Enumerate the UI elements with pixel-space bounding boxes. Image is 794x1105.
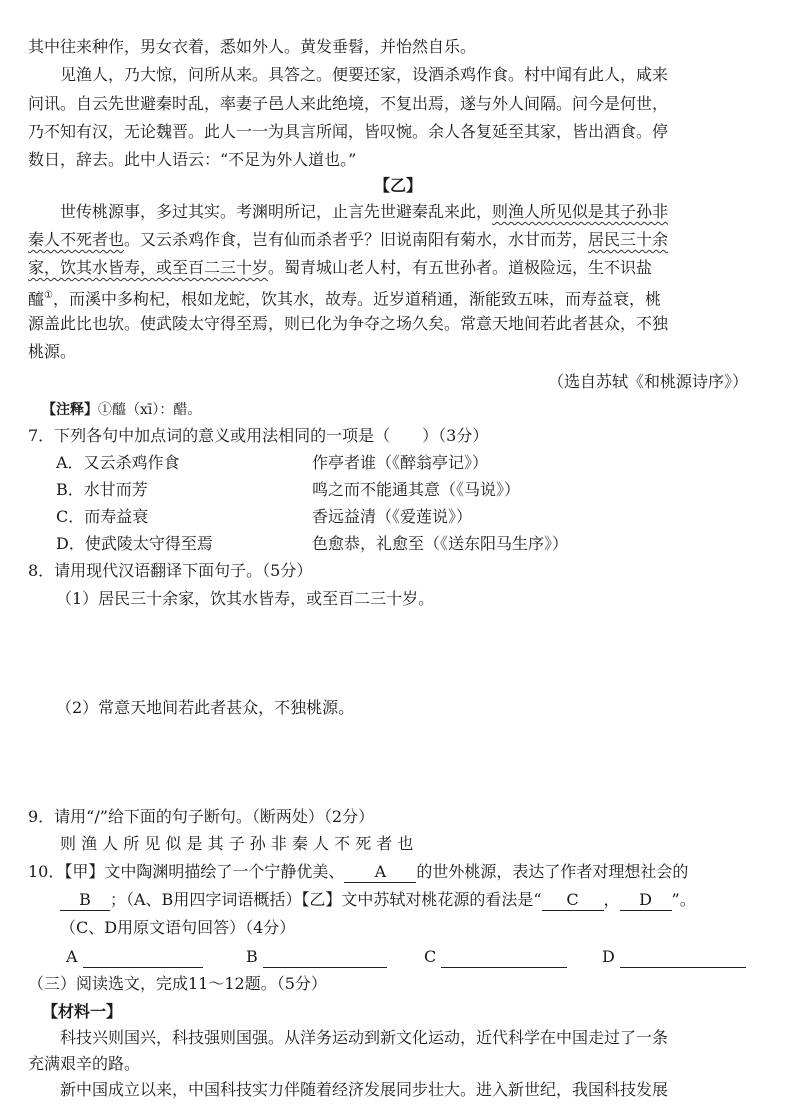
q10-comma: ，	[603, 890, 620, 909]
blank-d[interactable]: D	[620, 890, 672, 911]
yi-line-6: 桃源。	[28, 342, 77, 361]
q10-text: 的世外桃源，表达了作者对理想社会的	[416, 862, 689, 881]
yi-text: 。又云杀鸡作食，岂有仙而杀者乎？旧说南阳有菊水，水甘而芳，	[124, 230, 589, 249]
q7-stem: 7．下列各句中加点词的意义或用法相同的一项是（ ）（3分）	[28, 426, 489, 445]
q10-line-3: （C、D用原文语句回答）（4分）	[60, 918, 296, 937]
q10-text: ；（A、B用四字词语概括）【乙】文中苏轼对桃花源的看法是“	[110, 890, 542, 909]
blank-c[interactable]: C	[542, 890, 604, 911]
answer-line-a[interactable]	[83, 949, 203, 968]
wavy-sentence: 秦人不死者也	[28, 230, 125, 249]
q10-answer-a	[66, 946, 203, 968]
jia-line-5: 数日，辞去。此中人语云：“不足为外人道也。”	[28, 150, 357, 169]
q10-text: 10．【甲】文中陶渊明描绘了一个宁静优美、	[28, 862, 345, 881]
note-label: 【注释】	[42, 402, 98, 418]
q7-option-c-right: 香远益清（《爱莲说》）	[312, 507, 473, 526]
material-line-1: 科技兴则国兴，科技强则国强。从洋务运动到新文化运动，近代科学在中国走过了一条	[60, 1028, 669, 1047]
q7-option-a-right: 作亭者谁（《醉翁亭记》）	[312, 453, 489, 472]
yi-heading: 【乙】	[374, 176, 423, 195]
q9-stem: 9．请用“/”给下面的句子断句。（断两处）（2分）	[28, 807, 375, 826]
blank-a[interactable]: A	[344, 862, 416, 883]
jia-line-3: 问讯。自云先世避秦时乱，率妻子邑人来此绝境，不复出焉，遂与外人间隔。问今是何世，	[28, 94, 669, 113]
yi-text: ，而溪中多枸杞，根如龙蛇，饮其水，故寿。近岁道稍通，渐能致五味，而寿益衰，桃	[52, 289, 661, 309]
section3-title: （三）阅读选文，完成11～12题。（5分）	[28, 974, 327, 993]
yi-text: 。蜀青城山老人村，有五世孙者。道极险远，生不识盐	[268, 258, 653, 277]
q7-option-d-right: 色愈恭，礼愈至（《送东阳马生序》）	[312, 534, 569, 553]
answer-line-b[interactable]	[263, 949, 387, 968]
answer-line-d[interactable]	[620, 949, 746, 968]
material-label: 【材料一】	[42, 1002, 123, 1021]
yi-text: 世传桃源事，多过其实。考渊明所记，止言先世避秦乱来此，	[60, 202, 493, 221]
jia-line-4: 乃不知有汉，无论魏晋。此人一一为具言所闻，皆叹惋。余人各复延至其家，皆出酒食。停	[28, 122, 669, 141]
jia-line-1: 其中往来种作，男女衣着，悉如外人。黄发垂髫，并怡然自乐。	[28, 37, 477, 56]
yi-line-4	[28, 285, 661, 310]
q8-stem: 8．请用现代汉语翻译下面句子。（5分）	[28, 561, 313, 580]
blank-b[interactable]: B	[60, 890, 110, 911]
q10-line-2	[60, 889, 696, 911]
note-text: ①醯（xī）：醋。	[98, 402, 202, 418]
answer-label: B	[246, 947, 258, 966]
answer-label: C	[424, 947, 437, 966]
answer-line-c[interactable]	[441, 949, 567, 968]
material-line-2: 充满艰辛的路。	[28, 1054, 141, 1073]
q7-option-b-left: B．水甘而芳	[56, 480, 148, 499]
answer-label: A	[66, 947, 78, 966]
q10-answer-c	[424, 946, 567, 968]
answer-label: D	[602, 947, 615, 966]
q10-text: ”。	[671, 890, 696, 909]
q7-option-c-left: C．而寿益衰	[56, 507, 149, 526]
yi-line-5: 源盖此比也欤。使武陵太守得至焉，则已化为争夺之场久矣。常意天地间若此者甚众，不独	[28, 314, 669, 333]
q9-sentence: 则 渔 人 所 见 似 是 其 子 孙 非 秦 人 不 死 者 也	[60, 834, 414, 853]
wavy-sentence: 居民三十余	[588, 230, 669, 249]
yi-source: （选自苏轼《和桃源诗序》）	[548, 372, 749, 391]
q10-answer-b	[246, 946, 387, 968]
yi-line-2	[28, 229, 668, 251]
q8-sentence-2: （2）常意天地间若此者甚众，不独桃源。	[56, 698, 355, 717]
footnote-marker: ①	[44, 290, 53, 301]
q7-option-d-left: D．使武陵太守得至焉	[56, 534, 213, 553]
yi-note	[42, 399, 201, 421]
wavy-sentence: 则渔人所见似是其子孙非	[492, 202, 669, 221]
q10-answer-d	[602, 946, 746, 968]
yi-text: 醯	[28, 289, 45, 309]
yi-line-3	[28, 257, 652, 279]
q7-option-a-left: A．又云杀鸡作食	[56, 453, 180, 472]
q8-sentence-1: （1）居民三十余家，饮其水皆寿，或至百二三十岁。	[56, 589, 435, 608]
wavy-sentence: 家，饮其水皆寿，或至百二三十岁	[28, 258, 269, 277]
q7-option-b-right: 鸣之而不能通其意（《马说》）	[312, 480, 521, 499]
jia-line-2: 见渔人，乃大惊，问所从来。具答之。便要还家，设酒杀鸡作食。村中闻有此人，咸来	[60, 65, 669, 84]
material-line-3: 新中国成立以来，中国科技实力伴随着经济发展同步壮大。进入新世纪，我国科技发展	[60, 1080, 669, 1099]
q10-line-1	[28, 861, 688, 883]
yi-line-1	[60, 201, 668, 223]
